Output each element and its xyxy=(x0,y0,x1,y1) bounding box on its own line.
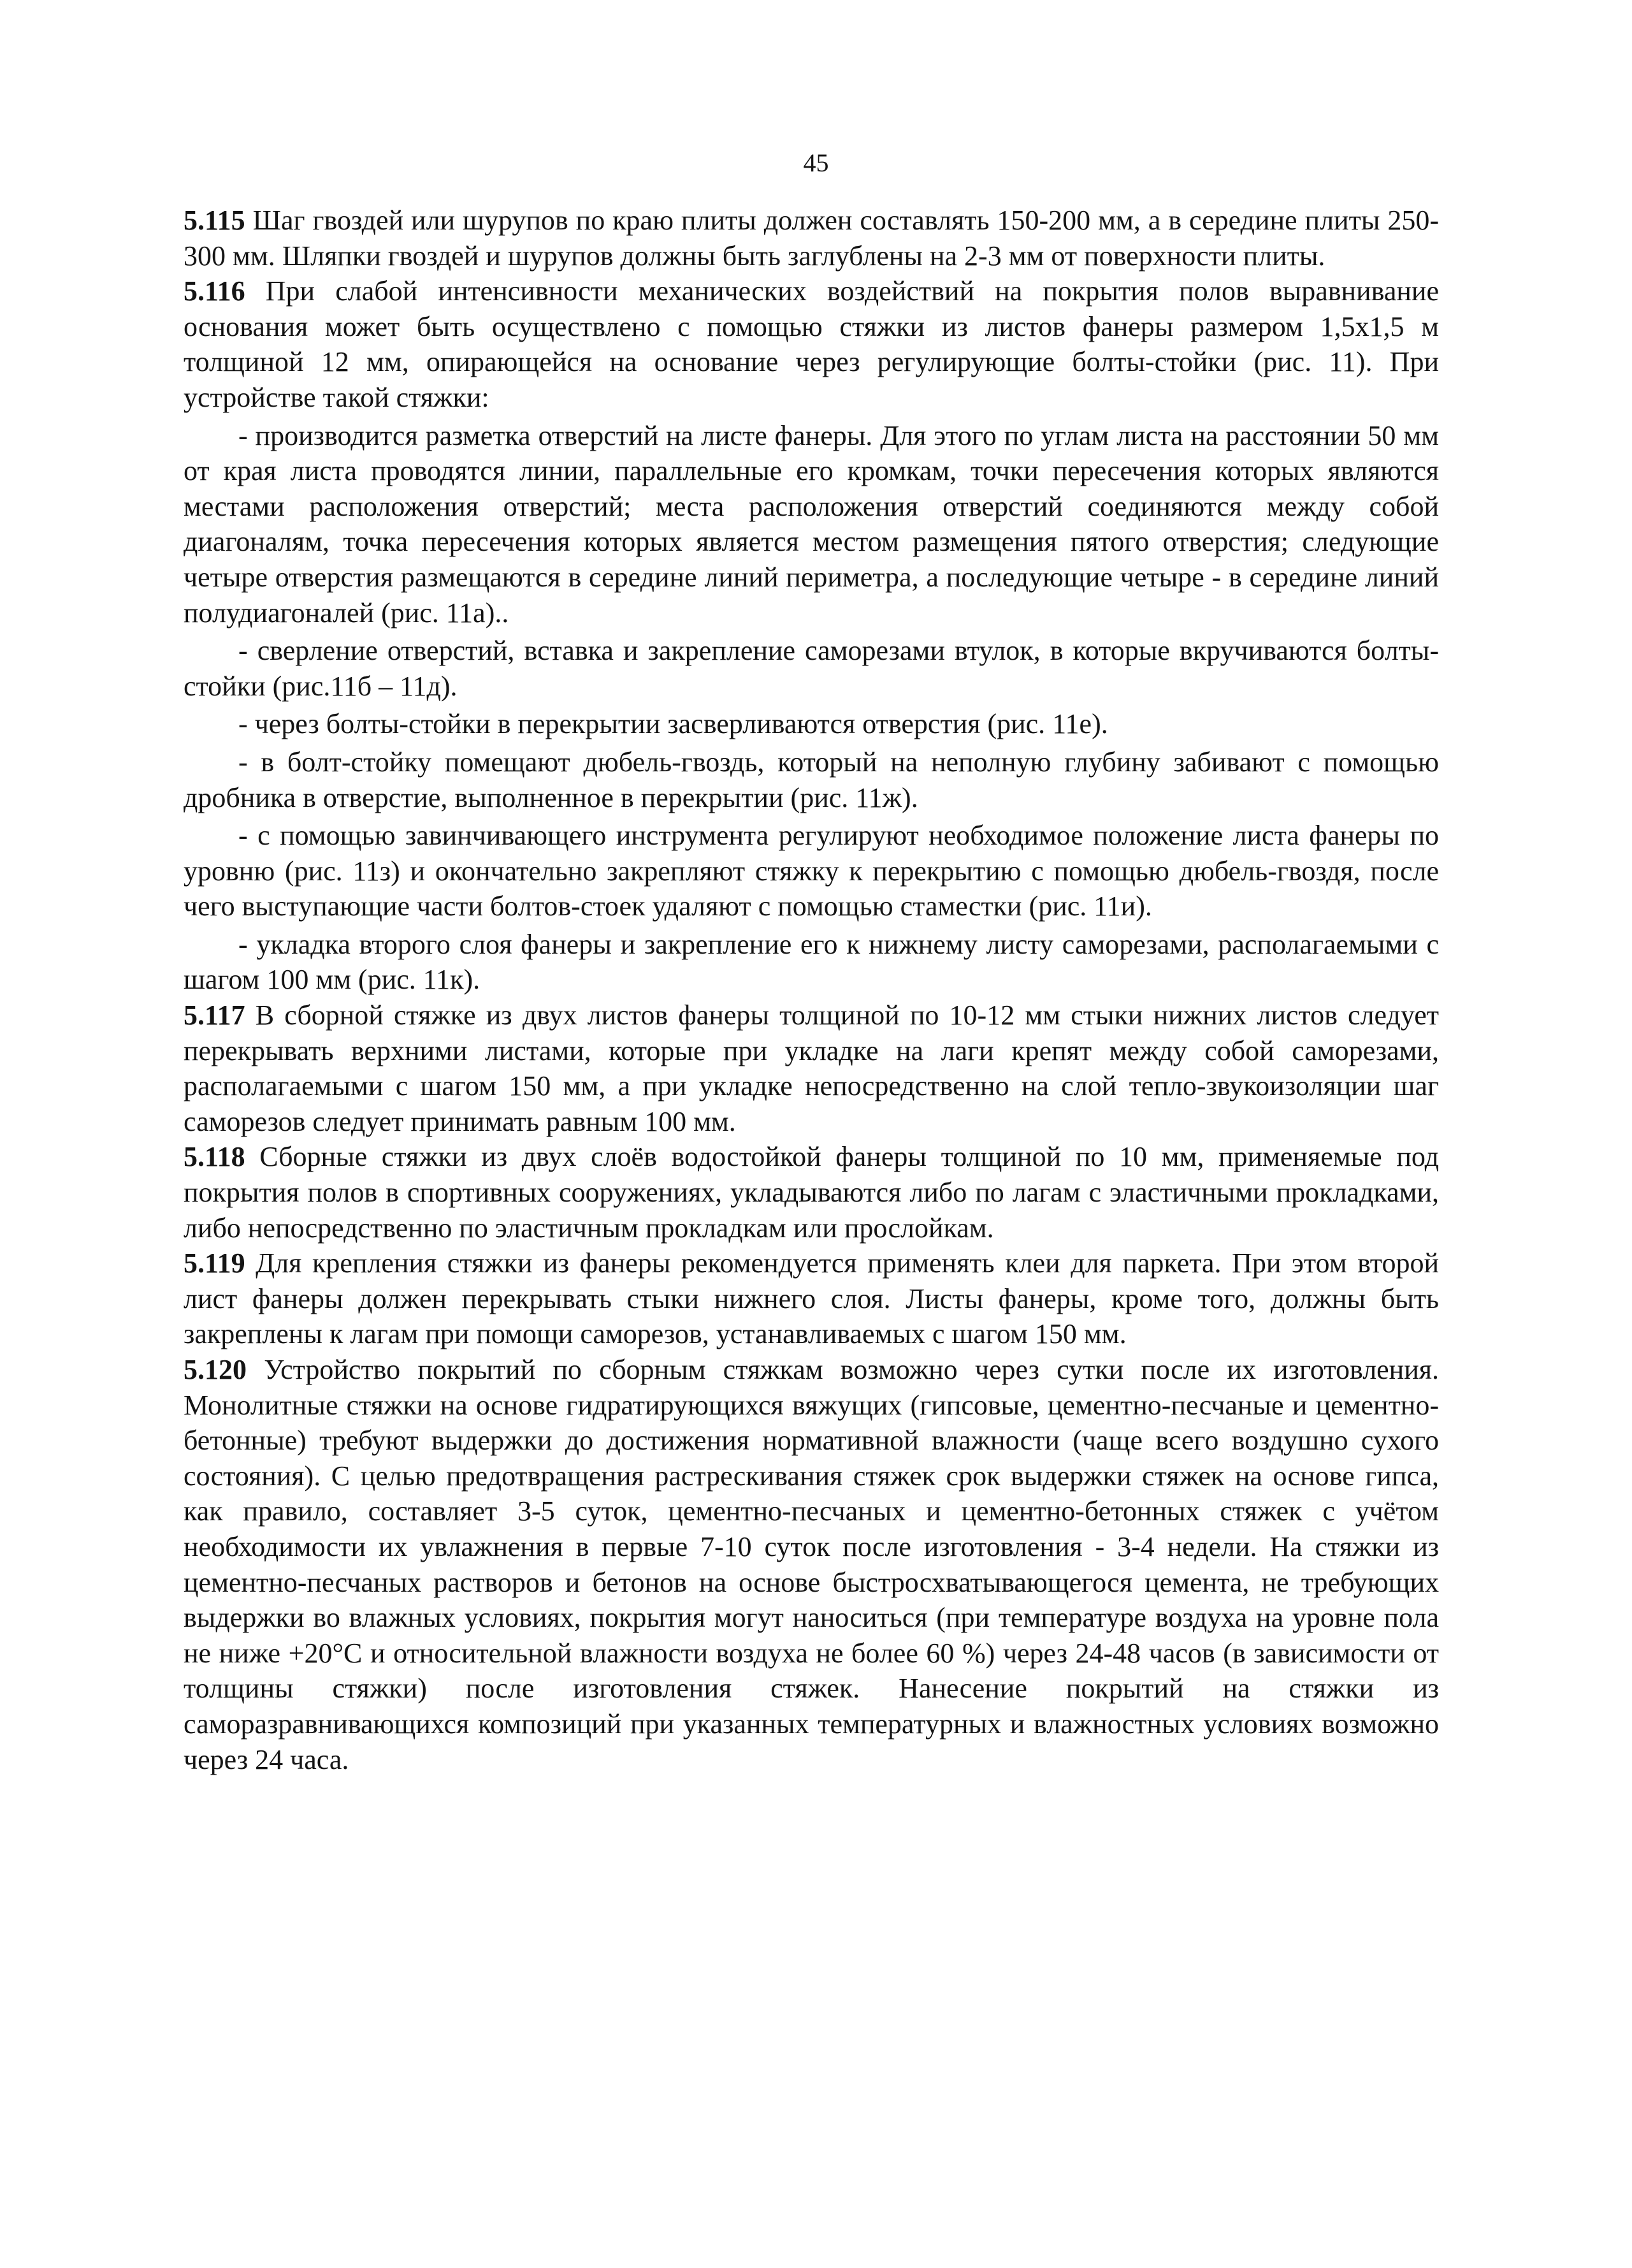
page-number: 45 xyxy=(803,149,829,177)
list-item-second-layer: - укладка второго слоя фанеры и закрепление его к нижнему листу саморезами, располагаемыми с шагом 100 мм (рис. 11к). xyxy=(184,928,1439,996)
list-item-marking: - производится разметка отверстий на листе фанеры. Для этого по углам листа на расстоянии 50 мм от края листа проводятся линии, параллельные его кромкам, точки пересечения которых являются местами расположения отверстий; места расположения отверстий соединяются между собой диагоналям, точка пересечения которых является местом размещения пятого отверстия; следующие четыре отверстия размещаются в середине линий периметра, а последующие четыре - в середине линий полудиагоналей (рис. 11а).. xyxy=(184,419,1439,629)
section-text: Устройство покрытий по сборным стяжкам возможно через сутки после их изготовления. Монолитные стяжки на основе гидратирующихся вяжущих (гипсовые, цементно-песчаные и цементно-бетонные) требуют выдержки до достижения нормативной влажности (чаще всего воздушно сухого состояния). С целью предотвращения растрескивания стяжек срок выдержки стяжек на основе гипса, как правило, составляет 3-5 суток, цементно-песчаных и цементно-бетонных стяжек с учётом необходимости их увлажнения в первые 7-10 суток после изготовления - 3-4 недели. На стяжки из цементно-песчаных растворов и бетонов на основе быстросхватывающегося цемента, не требующих выдержки во влажных условиях, покрытия могут наноситься (при температуре воздуха на уровне пола не ниже +20°С и относительной влажности воздуха не более 60 %) через 24-48 часов (в зависимости от толщины стяжки) после изготовления стяжек. Нанесение покрытий на стяжки из саморазравнивающихся композиций при указанных температурных и влажностных условиях возможно через 24 часа. xyxy=(184,1354,1440,1775)
section-text: Для крепления стяжки из фанеры рекомендуется применять клеи для паркета. При этом второй лист фанеры должен перекрывать стыки нижнего слоя. Листы фанеры, кроме того, должны быть закреплены к лагам при помощи саморезов, устанавливаемых с шагом 150 мм. xyxy=(184,1247,1439,1350)
section-text: Шаг гвоздей или шурупов по краю плиты должен составлять 150-200 мм, а в середине плиты 250-300 мм. Шляпки гвоздей и шурупов должны быть заглублены на 2-3 мм от поверхности плиты. xyxy=(184,205,1439,272)
document-body xyxy=(184,203,1439,1777)
list-item-dowel: - в болт-стойку помещают дюбель-гвоздь, который на неполную глубину забивают с помощью дробника в отверстие, выполненное в перекрытии (рис. 11ж). xyxy=(184,746,1439,813)
section-number: 5.116 xyxy=(184,275,245,307)
section-text: В сборной стяжке из двух листов фанеры толщиной по 10-12 мм стыки нижних листов следует перекрывать верхними листами, которые при укладке на лаги крепят между собой саморезами, располагаемыми с шагом 150 мм, а при укладке непосредственно на слой тепло-звукоизоляции шаг саморезов следует принимать равным 100 мм. xyxy=(184,1000,1440,1137)
section-5-119 xyxy=(184,1246,1439,1352)
section-5-115 xyxy=(184,203,1439,273)
section-number: 5.118 xyxy=(184,1141,245,1173)
section-text: При слабой интенсивности механических воздействий на покрытия полов выравнивание основания может быть осуществлено с помощью стяжки из листов фанеры размером 1,5х1,5 м толщиной 12 мм, опирающейся на основание через регулирующие болты-стойки (рис. 11). При устройстве такой стяжки: xyxy=(184,275,1439,413)
section-number: 5.117 xyxy=(184,1000,245,1031)
list-item-drilling: - сверление отверстий, вставка и закрепление саморезами втулок, в которые вкручиваются болты-стойки (рис.11б – 11д). xyxy=(184,635,1439,702)
section-text: Сборные стяжки из двух слоёв водостойкой фанеры толщиной по 10 мм, применяемые под покрытия полов в спортивных сооружениях, укладываются либо по лагам с эластичными прокладками, либо непосредственно по эластичным прокладкам или прослойкам. xyxy=(184,1141,1439,1244)
section-5-118 xyxy=(184,1139,1439,1246)
list-item-floor-holes: - через болты-стойки в перекрытии засверливаются отверстия (рис. 11е). xyxy=(238,708,1108,740)
section-5-117 xyxy=(184,998,1439,1139)
section-number: 5.120 xyxy=(184,1354,247,1385)
section-5-116 xyxy=(184,273,1439,415)
section-5-120 xyxy=(184,1352,1439,1777)
list-item-leveling: - с помощью завинчивающего инструмента регулируют необходимое положение листа фанеры по уровню (рис. 11з) и окончательно закрепляют стяжку к перекрытию с помощью дюбель-гвоздя, после чего выступающие части болтов-стоек удаляют с помощью стаместки (рис. 11и). xyxy=(184,820,1439,922)
section-number: 5.119 xyxy=(184,1247,245,1279)
section-number: 5.115 xyxy=(184,205,245,236)
